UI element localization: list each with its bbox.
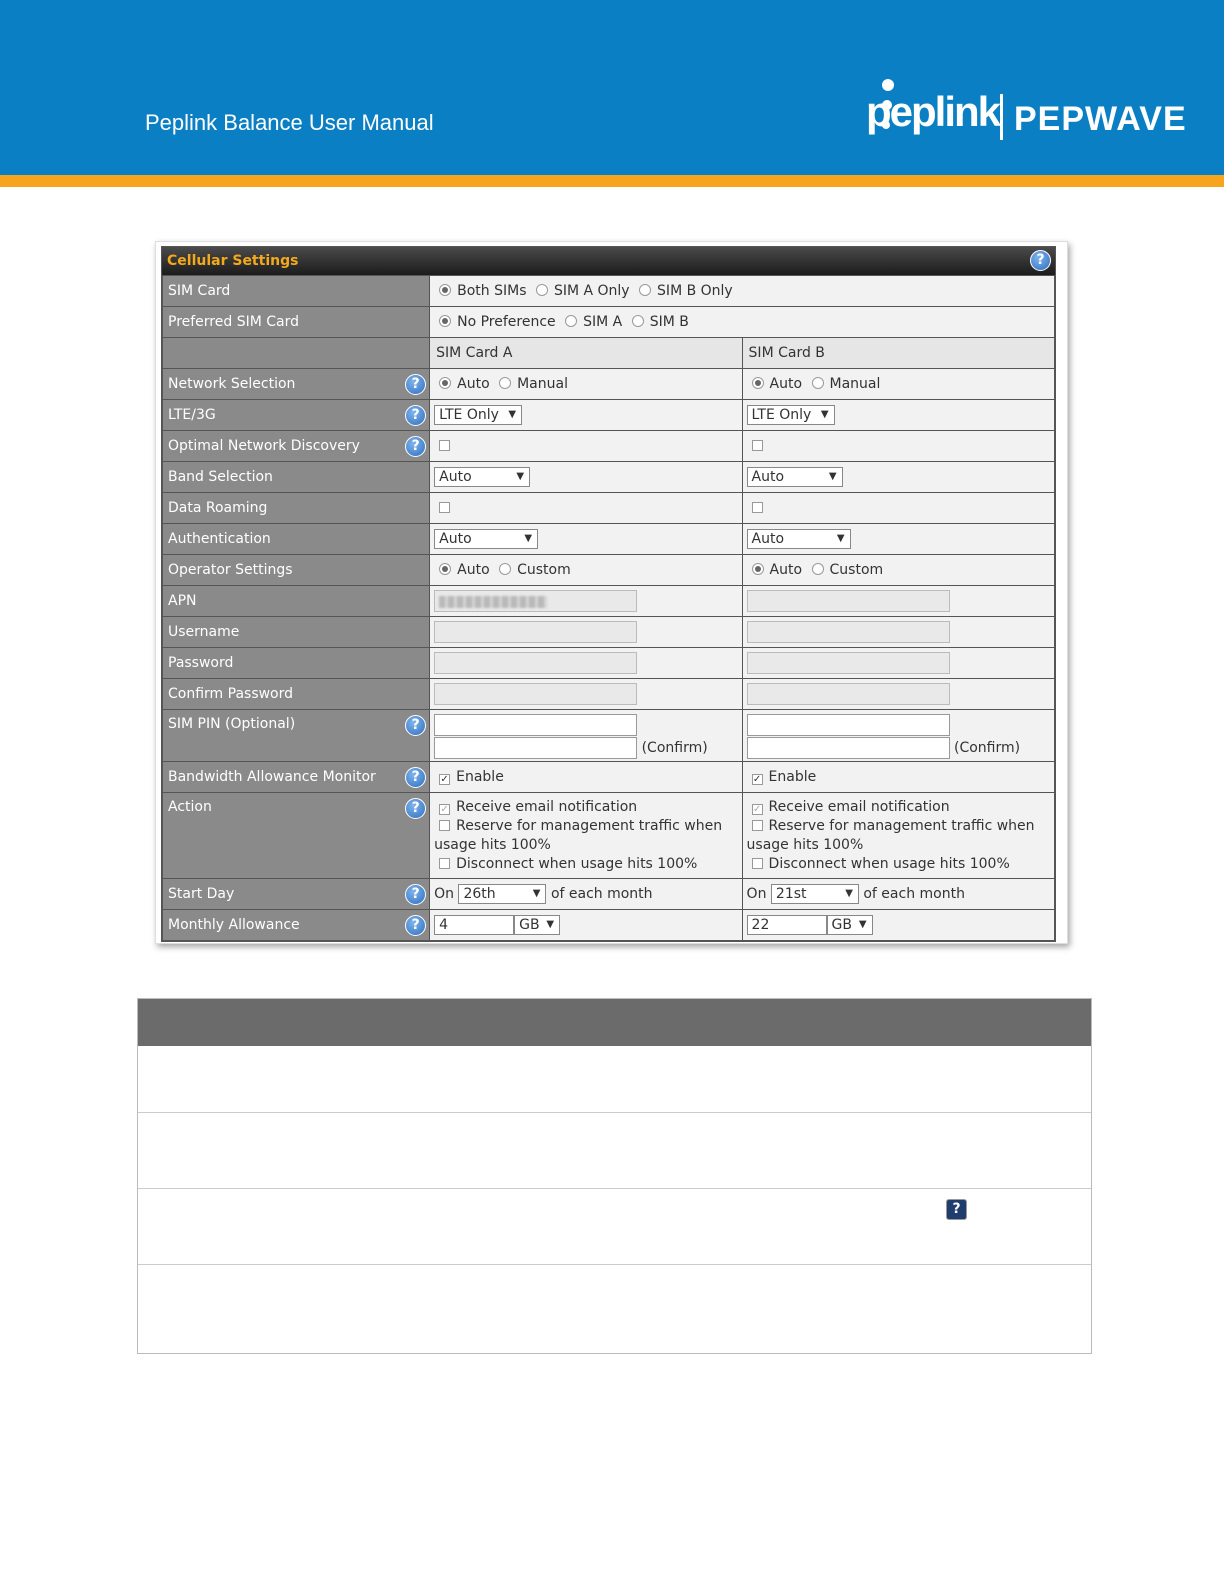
- checkbox-disconnect-b[interactable]: [752, 858, 763, 869]
- username-input-a[interactable]: [434, 621, 637, 643]
- checkbox-enable-b[interactable]: ✓: [752, 774, 762, 785]
- band-select-b[interactable]: Auto ▼: [747, 467, 843, 487]
- sim-pin-confirm-input-a[interactable]: [434, 737, 637, 759]
- checkbox-disconnect-a[interactable]: [439, 858, 450, 869]
- radio-sim-b-only[interactable]: [639, 284, 651, 296]
- logo-divider: [1000, 94, 1003, 140]
- dropdown-arrow-icon: ▼: [508, 409, 517, 420]
- label-preferred-sim: Preferred SIM Card: [163, 307, 430, 338]
- label-monthly-allowance: Monthly Allowance ?: [163, 910, 430, 941]
- help-icon[interactable]: ?: [405, 884, 426, 905]
- band-a: [430, 462, 742, 493]
- radio-pref-sim-b[interactable]: [632, 315, 644, 327]
- operator-b: Auto Custom: [742, 555, 1054, 586]
- label-authentication: Authentication: [163, 524, 430, 555]
- radio-operator-auto[interactable]: [752, 563, 764, 575]
- row-network-selection: [163, 369, 1055, 400]
- row-sim-card: [163, 276, 1055, 307]
- username-b: [742, 617, 1054, 648]
- settings-table: [162, 275, 1055, 941]
- label-sim-card: SIM Card: [163, 276, 430, 307]
- label-band-selection: Band Selection: [163, 462, 430, 493]
- sim-pin-input-b[interactable]: [747, 714, 950, 736]
- start-day-b: On 21st ▼ of each month: [742, 879, 1054, 910]
- label-lte3g: LTE/3G ?: [163, 400, 430, 431]
- confirm-password-b: [742, 679, 1054, 710]
- password-input-a[interactable]: [434, 652, 637, 674]
- checkbox-roaming-a[interactable]: [439, 502, 450, 513]
- dropdown-arrow-icon: ▼: [858, 919, 867, 930]
- row-authentication: [163, 524, 1055, 555]
- monthly-b: [742, 910, 1054, 941]
- label-password: Password: [163, 648, 430, 679]
- row-band-selection: [163, 462, 1055, 493]
- row-lte3g: [163, 400, 1055, 431]
- action-b: ✓ Receive email notification Reserve for management traffic when usage hits 100% Disconnect when usage hits 100%: [742, 793, 1054, 879]
- manual-title: Peplink Balance User Manual: [145, 110, 434, 135]
- row-preferred-sim: [163, 307, 1055, 338]
- help-icon[interactable]: ?: [405, 374, 426, 395]
- label-optimal-discovery: Optimal Network Discovery ?: [163, 431, 430, 462]
- label-sim-pin: SIM PIN (Optional) ?: [163, 710, 430, 762]
- row-column-headers: [163, 338, 1055, 369]
- logo-pepwave: PEPWAVE: [1014, 100, 1187, 138]
- sim-pin-confirm-input-b[interactable]: [747, 737, 950, 759]
- confirm-password-input-a[interactable]: [434, 683, 637, 705]
- help-icon[interactable]: ?: [405, 915, 426, 936]
- label-data-roaming: Data Roaming: [163, 493, 430, 524]
- dropdown-arrow-icon: ▼: [516, 471, 525, 482]
- action-a: ✓ Receive email notification Reserve for management traffic when usage hits 100% Disconnect when usage hits 100%: [430, 793, 742, 879]
- password-b: [742, 648, 1054, 679]
- start-day-select-b[interactable]: 21st ▼: [771, 884, 859, 904]
- network-selection-b: Auto Manual: [742, 369, 1054, 400]
- help-icon[interactable]: ?: [405, 436, 426, 457]
- radio-auto[interactable]: [439, 377, 451, 389]
- sim-pin-b: (Confirm): [742, 710, 1054, 762]
- preferred-sim-options: No Preference SIM A SIM B: [430, 307, 1055, 338]
- row-operator-settings: [163, 555, 1055, 586]
- username-a: [430, 617, 742, 648]
- optimal-discovery-a: [430, 431, 742, 462]
- unit-select-a[interactable]: GB ▼: [514, 915, 560, 935]
- apn-b: [742, 586, 1054, 617]
- help-icon: ?: [946, 1199, 967, 1220]
- row-sim-pin: [163, 710, 1055, 762]
- password-input-b[interactable]: [747, 652, 950, 674]
- password-a: [430, 648, 742, 679]
- column-sim-card-a: SIM Card A: [430, 338, 742, 369]
- row-monthly-allowance: [163, 910, 1055, 941]
- checkbox-optimal-a[interactable]: [439, 440, 450, 451]
- auth-a: [430, 524, 742, 555]
- radio-auto[interactable]: [752, 377, 764, 389]
- optimal-discovery-b: [742, 431, 1054, 462]
- checkbox-email-a[interactable]: ✓: [440, 803, 449, 815]
- label-confirm-password: Confirm Password: [163, 679, 430, 710]
- table-row: [138, 1189, 1091, 1265]
- label-empty: [163, 338, 430, 369]
- lte3g-b: [742, 400, 1054, 431]
- bandwidth-b: ✓ Enable: [742, 762, 1054, 793]
- monthly-a: [430, 910, 742, 941]
- auth-b: [742, 524, 1054, 555]
- allowance-input-b[interactable]: 22: [747, 915, 827, 935]
- checkbox-reserve-b[interactable]: [752, 820, 763, 831]
- dropdown-arrow-icon: ▼: [836, 533, 845, 544]
- apn-input-b[interactable]: [747, 590, 950, 612]
- confirm-password-input-b[interactable]: [747, 683, 950, 705]
- radio-both-sims[interactable]: [439, 284, 451, 296]
- checkbox-reserve-a[interactable]: [439, 820, 450, 831]
- row-action: [163, 793, 1055, 879]
- bandwidth-a: ✓ Enable: [430, 762, 742, 793]
- row-username: [163, 617, 1055, 648]
- redacted-apn: [439, 596, 547, 608]
- allowance-input-a[interactable]: 4: [434, 915, 514, 935]
- network-selection-a: Auto Manual: [430, 369, 742, 400]
- radio-sim-a-only[interactable]: [536, 284, 548, 296]
- radio-operator-custom[interactable]: [812, 563, 824, 575]
- dropdown-arrow-icon: ▼: [524, 533, 533, 544]
- panel-title: [162, 247, 1055, 275]
- description-table: [137, 998, 1092, 1354]
- checkbox-enable-a[interactable]: ✓: [440, 774, 449, 785]
- label-operator-settings: Operator Settings: [163, 555, 430, 586]
- checkbox-optimal-b[interactable]: [752, 440, 763, 451]
- roaming-b: [742, 493, 1054, 524]
- label-bandwidth-monitor: Bandwidth Allowance Monitor ?: [163, 762, 430, 793]
- radio-operator-custom[interactable]: [499, 563, 511, 575]
- label-network-selection: Network Selection ?: [163, 369, 430, 400]
- help-icon[interactable]: ?: [1030, 250, 1051, 271]
- radio-pref-sim-a[interactable]: [565, 315, 577, 327]
- table-row: [138, 1113, 1091, 1189]
- row-start-day: [163, 879, 1055, 910]
- row-optimal-discovery: [163, 431, 1055, 462]
- radio-no-preference[interactable]: [439, 315, 451, 327]
- row-apn: [163, 586, 1055, 617]
- dropdown-arrow-icon: ▼: [546, 919, 555, 930]
- logo-peplink: peplink: [866, 88, 1000, 135]
- radio-operator-auto[interactable]: [439, 563, 451, 575]
- auth-select-a[interactable]: Auto ▼: [434, 529, 538, 549]
- table-row: [138, 1265, 1091, 1353]
- start-day-a: On 26th ▼ of each month: [430, 879, 742, 910]
- header-stripe: [0, 175, 1224, 187]
- row-data-roaming: [163, 493, 1055, 524]
- panel-title-text: Cellular Settings: [167, 253, 299, 269]
- dropdown-arrow-icon: ▼: [532, 888, 541, 899]
- dropdown-arrow-icon: ▼: [820, 409, 829, 420]
- cellular-settings-panel: [161, 246, 1056, 942]
- band-select-a[interactable]: Auto ▼: [434, 467, 530, 487]
- checkbox-roaming-b[interactable]: [752, 502, 763, 513]
- lte3g-select-a[interactable]: LTE Only ▼: [434, 405, 522, 425]
- lte3g-a: [430, 400, 742, 431]
- row-password: [163, 648, 1055, 679]
- apn-a: [430, 586, 742, 617]
- dropdown-arrow-icon: ▼: [828, 471, 837, 482]
- header-banner: [0, 0, 1224, 175]
- sim-pin-input-a[interactable]: [434, 714, 637, 736]
- label-username: Username: [163, 617, 430, 648]
- band-b: [742, 462, 1054, 493]
- username-input-b[interactable]: [747, 621, 950, 643]
- roaming-a: [430, 493, 742, 524]
- lte3g-select-b[interactable]: LTE Only ▼: [747, 405, 835, 425]
- help-icon[interactable]: ?: [405, 405, 426, 426]
- sim-pin-a: (Confirm): [430, 710, 742, 762]
- row-confirm-password: [163, 679, 1055, 710]
- label-apn: APN: [163, 586, 430, 617]
- row-bandwidth-monitor: [163, 762, 1055, 793]
- sim-card-options: Both SIMs SIM A Only SIM B Only: [430, 276, 1055, 307]
- help-icon[interactable]: ?: [405, 715, 426, 736]
- table-row: [138, 1046, 1091, 1113]
- radio-manual[interactable]: [812, 377, 824, 389]
- checkbox-email-b[interactable]: ✓: [752, 803, 762, 815]
- start-day-select-a[interactable]: 26th ▼: [458, 884, 546, 904]
- column-sim-card-b: SIM Card B: [742, 338, 1054, 369]
- operator-a: Auto Custom: [430, 555, 742, 586]
- unit-select-b[interactable]: GB ▼: [827, 915, 873, 935]
- dropdown-arrow-icon: ▼: [845, 888, 853, 899]
- help-icon[interactable]: ?: [405, 767, 426, 788]
- apn-input-a[interactable]: [434, 590, 637, 612]
- description-table-header: [138, 999, 1091, 1046]
- label-start-day: Start Day ?: [163, 879, 430, 910]
- radio-manual[interactable]: [499, 377, 511, 389]
- label-action: Action ?: [163, 793, 430, 879]
- confirm-password-a: [430, 679, 742, 710]
- help-icon[interactable]: ?: [405, 798, 426, 819]
- auth-select-b[interactable]: Auto ▼: [747, 529, 851, 549]
